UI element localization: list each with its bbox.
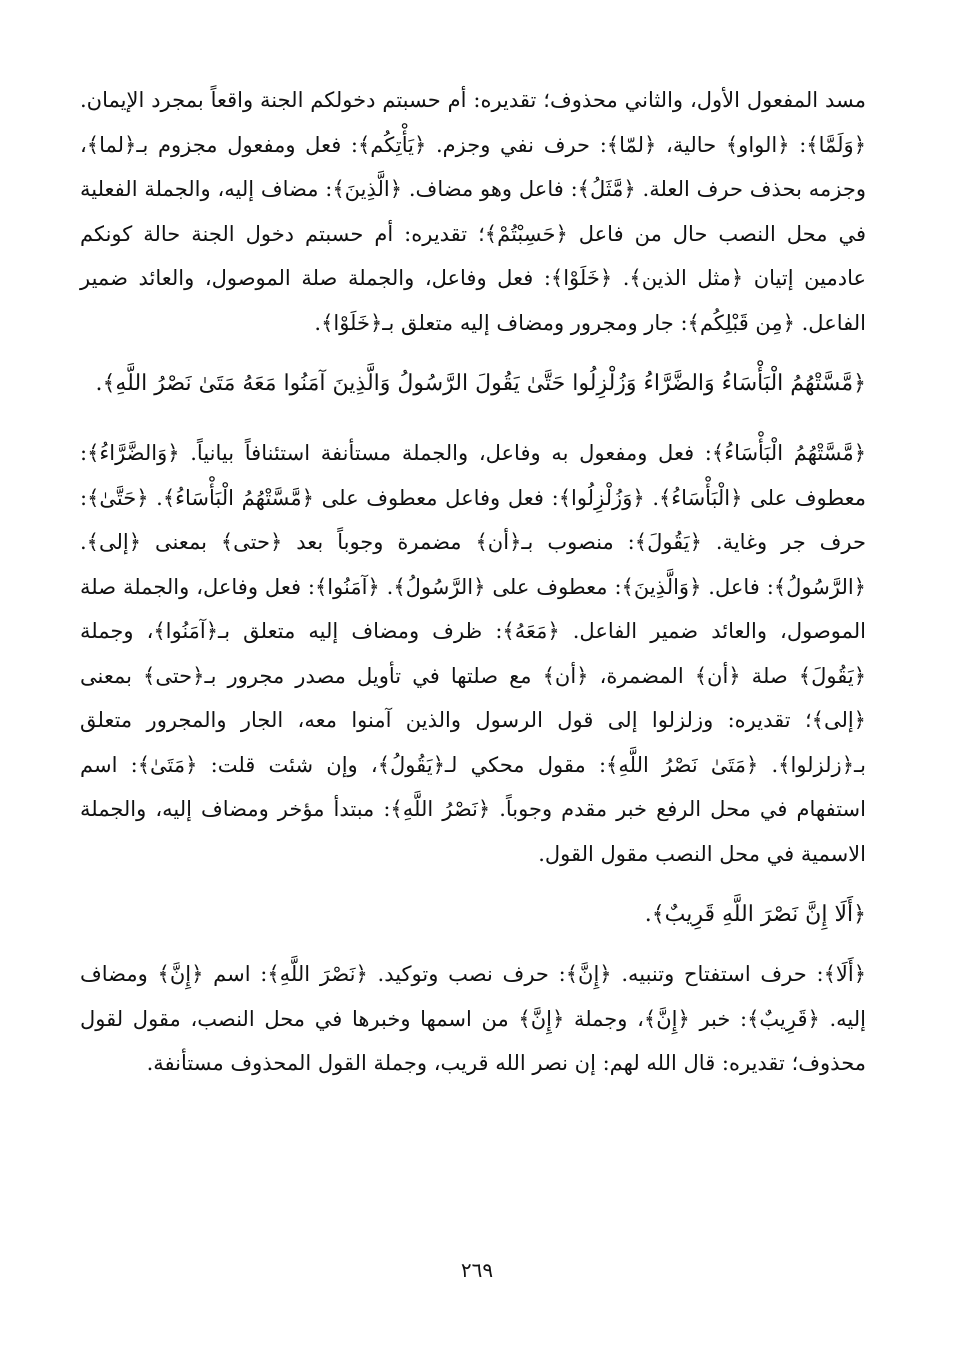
quran-verse-1: ﴿مَّسَّتْهُمُ الْبَأْسَاءُ وَالضَّرَّاءُ وَزُلْزِلُوا حَتَّىٰ يَقُولَ الرَّسُولُ وَالَّذِينَ آمَنُوا مَعَهُ مَتَىٰ نَصْرُ اللَّهِ﴾. (95, 371, 866, 396)
paragraph-grammar-2: ﴿مَّسَّتْهُمُ الْبَأْسَاءُ﴾: فعل ومفعول به وفاعل، والجملة مستأنفة استئنافاً بيانياً. ﴿وَالضَّرَّاءُ﴾: معطوف على ﴿الْبَأْسَاءُ﴾. ﴿وَزُلْزِلُوا﴾: فعل وفاعل معطوف على ﴿مَّسَّتْهُمُ الْبَأْسَاءُ﴾. ﴿حَتَّىٰ﴾: حرف جر وغاية. ﴿يَقُولَ﴾: منصوب بـ﴿أن﴾ مضمرة وجوباً بعد ﴿حتى﴾ بمعنى ﴿إلى﴾. ﴿الرَّسُولُ﴾: فاعل. ﴿وَالَّذِينَ﴾: معطوف على ﴿الرَّسُولُ﴾. ﴿آمَنُوا﴾: فعل وفاعل، والجملة صلة الموصول، والعائد ضمير الفاعل. ﴿مَعَهُ﴾: ظرف ومضاف إليه متعلق بـ﴿آمَنُوا﴾، وجملة ﴿يَقُولَ﴾ صلة ﴿أن﴾ المضمرة، ﴿أن﴾ مع صلتها في تأويل مصدر مجرور بـ﴿حتى﴾ بمعنى ﴿إلى﴾؛ تقديره: وزلزلوا إلى قول الرسول والذين آمنوا معه، الجار والمجرور متعلق بـ﴿زلزلوا﴾. ﴿مَتَىٰ نَصْرُ اللَّهِ﴾: مقول محكي لـ﴿يَقُولُ﴾، وإن شئت قلت: ﴿مَتَىٰ﴾: اسم استفهام في محل الرفع خبر مقدم وجوباً. ﴿نَصْرُ اللَّهِ﴾: مبتدأ مؤخر ومضاف إليه، والجملة الاسمية في محل النصب مقول القول. (80, 441, 866, 866)
paragraph-grammar-1: مسد المفعول الأول، والثاني محذوف؛ تقديره: أم حسبتم دخولكم الجنة واقعاً بمجرد الإيمان. ﴿وَلَمَّا﴾: ﴿الواو﴾ حالية، ﴿لمّا﴾: حرف نفي وجزم. ﴿يَأْتِكُم﴾: فعل ومفعول مجزوم بـ﴿لما﴾، وجزمه بحذف حرف العلة. ﴿مَّثَلُ﴾: فاعل وهو مضاف. ﴿الَّذِينَ﴾: مضاف إليه، والجملة الفعلية في محل النصب حال من فاعل ﴿حَسِبْتُمْ﴾؛ تقديره: أم حسبتم دخول الجنة حالة كونكم عادمين إتيان ﴿مثل الذين﴾. ﴿خَلَوْا﴾: فعل وفاعل، والجملة صلة الموصول، والعائد ضمير الفاعل. ﴿مِن قَبْلِكُم﴾: جار ومجرور ومضاف إليه متعلق بـ﴿خَلَوْا﴾. (80, 88, 866, 335)
page-body (80, 78, 866, 1086)
quran-verse-2: ﴿أَلَا إِنَّ نَصْرَ اللَّهِ قَرِيبٌ﴾. (644, 902, 866, 927)
paragraph-grammar-3: ﴿أَلَا﴾: حرف استفتاح وتنبيه. ﴿إِنَّ﴾: حرف نصب وتوكيد. ﴿نَصْرَ اللَّهِ﴾: اسم ﴿إِنَّ﴾ ومضاف إليه. ﴿قَرِيبٌ﴾: خبر ﴿إِنَّ﴾، وجملة ﴿إِنَّ﴾ من اسمها وخبرها في محل النصب، مقول لقول محذوف؛ تقديره: قال الله لهم: إن نصر الله قريب، وجملة القول المحذوف مستأنفة. (80, 962, 866, 1075)
page-number: ٢٦٩ (460, 1258, 494, 1282)
